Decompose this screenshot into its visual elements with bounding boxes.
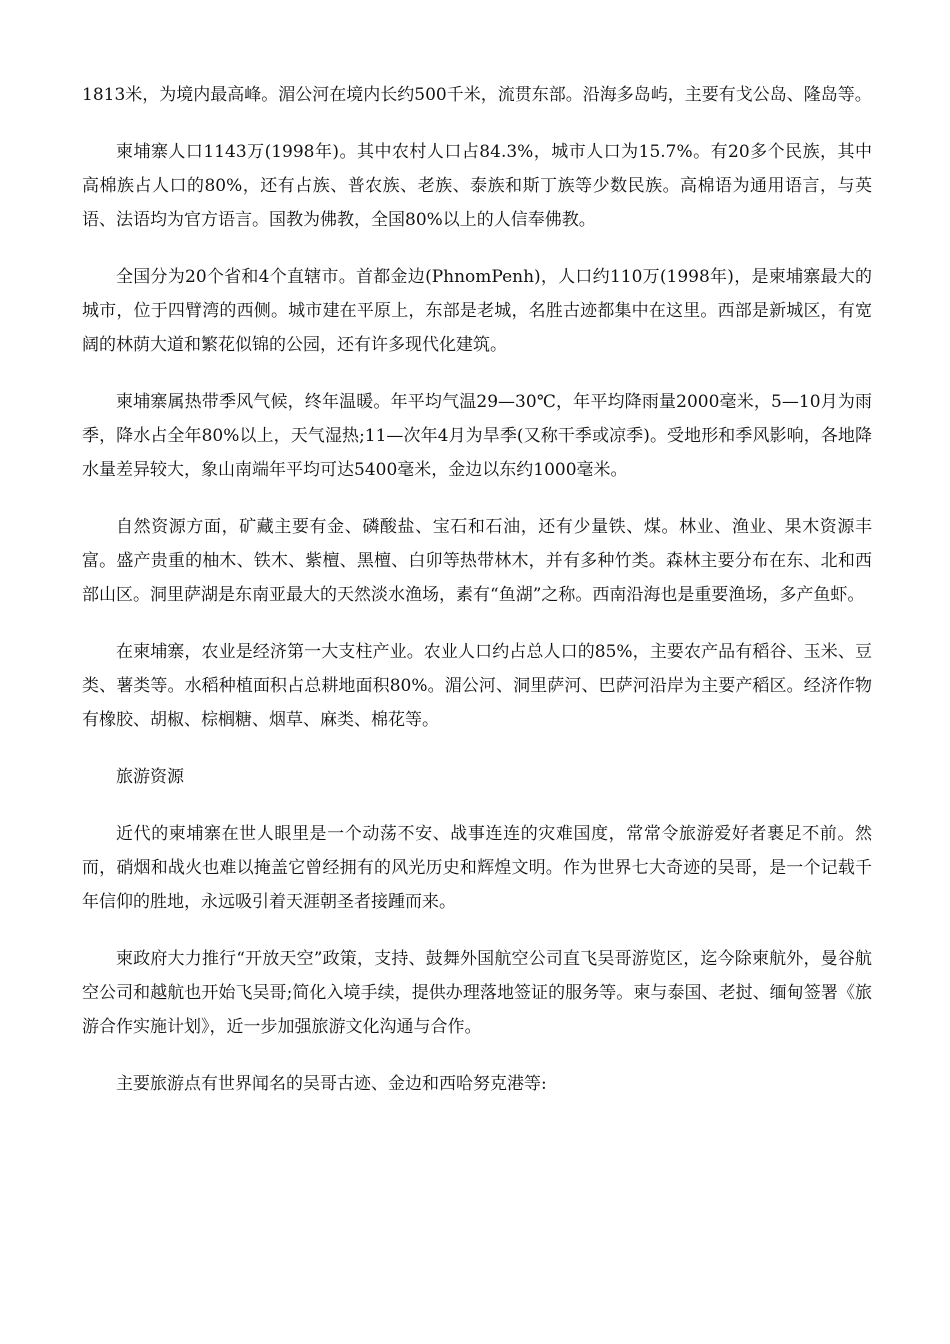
paragraph-tourism-sites: 主要旅游点有世界闻名的吴哥古迹、金边和西哈努克港等: bbox=[116, 1074, 547, 1094]
document-body bbox=[82, 78, 872, 1124]
paragraph-climate: 柬埔寨属热带季风气候，终年温暖。年平均气温29—30℃，年平均降雨量2000毫米，5—10月为雨季，降水占全年80%以上，天气湿热;11—次年4月为旱季(又称干季或凉季)。受地形和季风影响，各地降水量差异较大，象山南端年平均可达5400毫米，金边以东约1000毫米。 bbox=[82, 392, 872, 480]
paragraph-population: 柬埔寨人口1143万(1998年)。其中农村人口占84.3%，城市人口为15.7%。有20多个民族，其中高棉族占人口的80%，还有占族、普农族、老族、泰族和斯丁族等少数民族。高棉语为通用语言，与英语、法语均为官方语言。国教为佛教，全国80%以上的人信奉佛教。 bbox=[82, 142, 872, 230]
paragraph-administration: 全国分为20个省和4个直辖市。首都金边(PhnomPenh)，人口约110万(1998年)，是柬埔寨最大的城市，位于四臂湾的西侧。城市建在平原上，东部是老城，名胜古迹都集中在这里。西部是新城区，有宽阔的林荫大道和繁花似锦的公园，还有许多现代化建筑。 bbox=[82, 267, 872, 355]
paragraph-agriculture: 在柬埔寨，农业是经济第一大支柱产业。农业人口约占总人口的85%，主要农产品有稻谷、玉米、豆类、薯类等。水稻种植面积占总耕地面积80%。湄公河、洞里萨河、巴萨河沿岸为主要产稻区。经济作物有橡胶、胡椒、棕榈糖、烟草、麻类、棉花等。 bbox=[82, 642, 872, 730]
paragraph-natural-resources: 自然资源方面，矿藏主要有金、磷酸盐、宝石和石油，还有少量铁、煤。林业、渔业、果木资源丰富。盛产贵重的柚木、铁木、紫檀、黑檀、白卯等热带林木，并有多种竹类。森林主要分布在东、北和西部山区。洞里萨湖是东南亚最大的天然淡水渔场，素有“鱼湖”之称。西南沿海也是重要渔场，多产鱼虾。 bbox=[82, 517, 872, 605]
paragraph-geography-end: 1813米，为境内最高峰。湄公河在境内长约500千米，流贯东部。沿海多岛屿，主要有戈公岛、隆岛等。 bbox=[82, 85, 872, 105]
paragraph-tourism-intro: 近代的柬埔寨在世人眼里是一个动荡不安、战事连连的灾难国度，常常令旅游爱好者裹足不前。然而，硝烟和战火也难以掩盖它曾经拥有的风光历史和辉煌文明。作为世界七大奇迹的吴哥，是一个记载千年信仰的胜地，永远吸引着天涯朝圣者接踵而来。 bbox=[82, 824, 872, 912]
paragraph-tourism-policy: 柬政府大力推行“开放天空”政策，支持、鼓舞外国航空公司直飞吴哥游览区，迄今除柬航外，曼谷航空公司和越航也开始飞吴哥;简化入境手续，提供办理落地签证的服务等。柬与泰国、老挝、缅甸签署《旅游合作实施计划》，近一步加强旅游文化沟通与合作。 bbox=[82, 949, 872, 1037]
section-heading-tourism: 旅游资源 bbox=[116, 767, 184, 787]
